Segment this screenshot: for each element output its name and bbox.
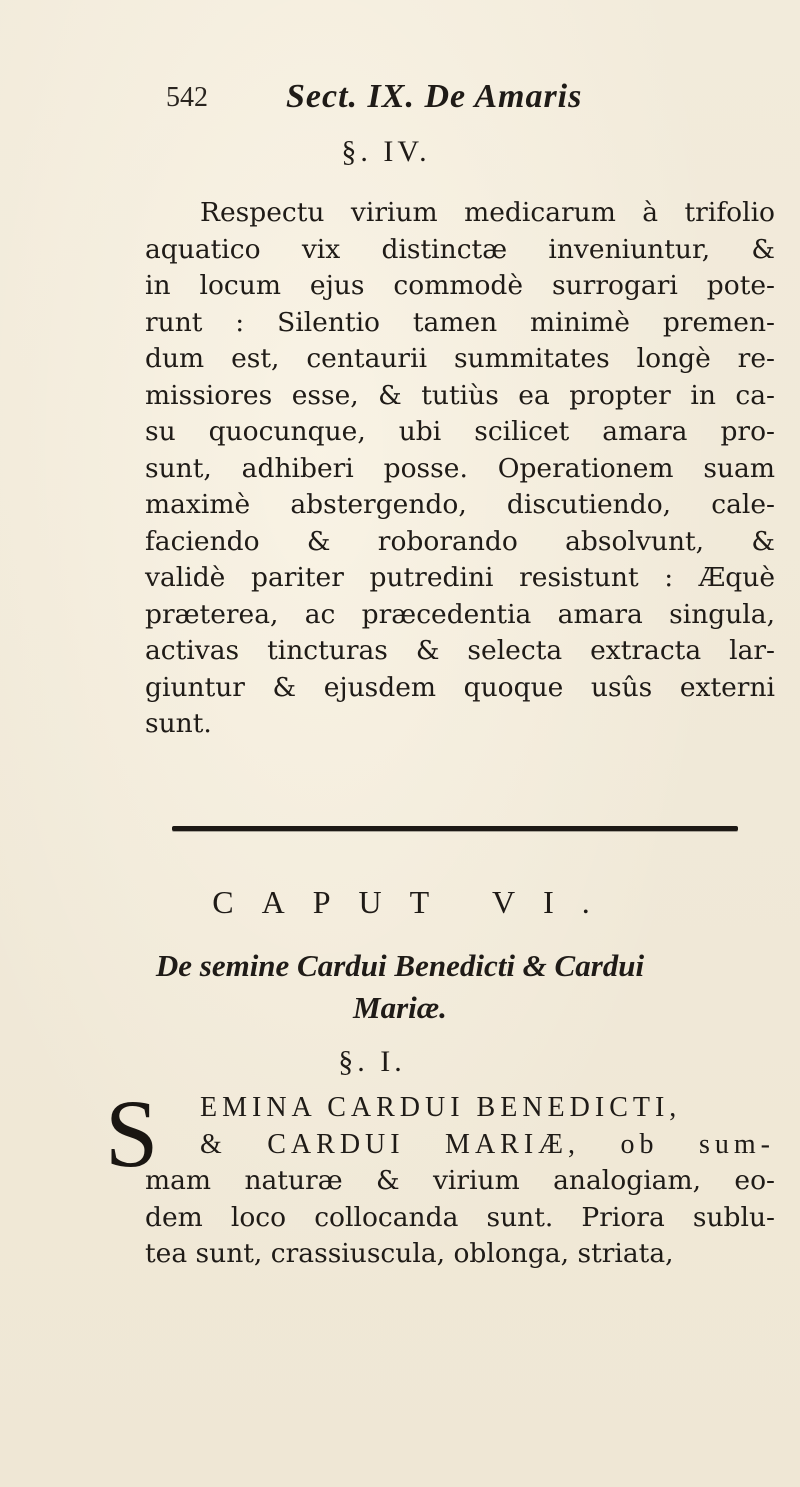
text-line: su quocunque, ubi scilicet amara pro- xyxy=(145,416,775,447)
text-line: faciendo & roborando absolvunt, & xyxy=(145,525,775,557)
text-line: maximè abstergendo, discutiendo, cale- xyxy=(145,489,775,520)
text-line: Respectu virium medicarum à trifolio xyxy=(200,197,775,228)
text-line: dum est, centaurii summitates longè re- xyxy=(145,343,775,374)
chapter-title-line: Mariæ. xyxy=(353,990,447,1025)
text-line: tea sunt, crassiuscula, oblonga, striata, xyxy=(145,1238,674,1269)
text-line: runt : Silentio tamen minimè premen- xyxy=(145,306,775,338)
paragraph xyxy=(105,1080,775,1273)
text-line: & CARDUI MARIÆ, ob sum- xyxy=(200,1128,775,1160)
text-line: sunt, adhiberi posse. Operationem suam xyxy=(145,452,775,484)
text-line: aquatico vix distinctæ inveniuntur, & xyxy=(145,233,775,265)
drop-cap: S xyxy=(105,1080,159,1187)
running-head: Sect. IX. De Amaris xyxy=(286,78,583,115)
text-line: in locum ejus commodè surrogari pote- xyxy=(145,270,775,301)
text-line: præterea, ac præcedentia amara singula, xyxy=(145,598,775,630)
section-heading: §. IV. xyxy=(341,135,431,168)
text-line: sunt. xyxy=(145,708,212,739)
text-line: dem loco collocanda sunt. Priora sublu- xyxy=(145,1201,775,1233)
text-line: EMINA CARDUI BENEDICTI, xyxy=(200,1092,682,1123)
text-line: activas tincturas & selecta extracta lar- xyxy=(145,635,775,666)
text-line: mam naturæ & virium analogiam, eo- xyxy=(145,1165,775,1196)
text-line: missiores esse, & tutiùs ea propter in ca- xyxy=(145,379,775,411)
text-line: giuntur & ejusdem quoque usûs externi xyxy=(145,671,775,703)
chapter-heading: CAPUT VI. xyxy=(212,884,618,920)
ornamental-rule xyxy=(172,826,738,831)
text-line: validè pariter putredini resistunt : Æquè xyxy=(145,562,775,593)
chapter-title xyxy=(0,945,800,1029)
chapter-title-line: De semine Cardui Benedicti & Cardui xyxy=(155,948,645,983)
paragraph xyxy=(145,195,775,743)
page-header xyxy=(160,78,640,118)
section-heading: §. I. xyxy=(338,1045,406,1078)
page-number: 542 xyxy=(166,82,208,113)
